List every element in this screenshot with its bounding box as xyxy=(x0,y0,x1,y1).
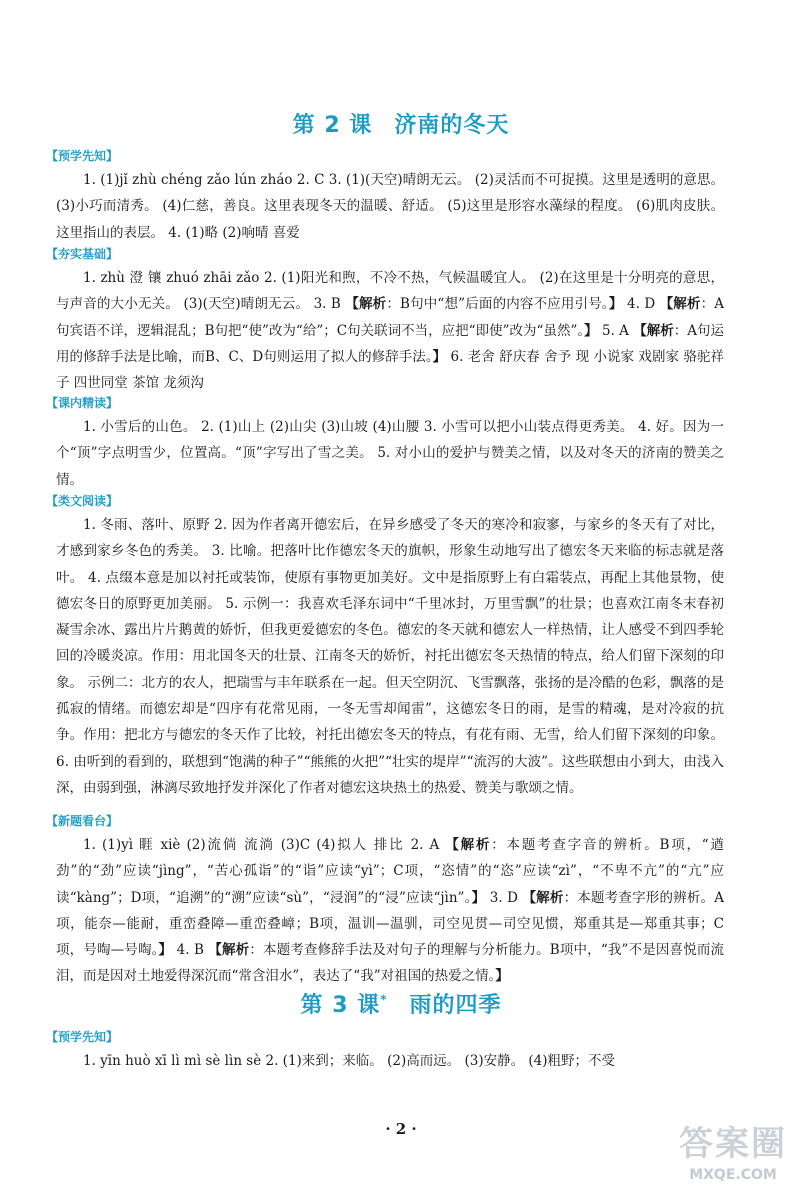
analysis-text: ：本题考查字音的辨析。B项，“遒劲”的“劲”应读“jìng”，“苦心孤诣”的“诣”应读“yì”；C项，“恣情”的“恣”应读“zì”，“不卑不亢”的“亢”应读“kàng”；D项，“追溯”的“溯”应读“sù”，“浸润”的“浸”应读“jìn”。 xyxy=(56,837,724,906)
section-heading-similar-reading: 【类文阅读】 xyxy=(46,494,119,508)
answer-text: 3. D xyxy=(485,889,523,906)
watermark-logo xyxy=(672,1122,794,1192)
section-heading-basics: 【夯实基础】 xyxy=(46,247,119,261)
analysis-text: ：本题考查修辞手法及对句子的理解与分析能力。B项中，“我”不是因喜悦而流泪，而是因对土地爱得深沉而“常含泪水”，表达了“我”对祖国的热爱之情。 xyxy=(56,942,725,985)
answer-text: 1. (1)yì 睚 xiè (2)流倘 流淌 (3)C (4)拟人 排比 2. A xyxy=(83,837,446,853)
analysis-text: ：B句中“想”后面的内容不应用引号。 xyxy=(386,296,609,313)
analysis-marker: 】 xyxy=(158,942,173,959)
lesson-2-number: 第 2 课 xyxy=(292,113,373,138)
analysis-marker: 】 xyxy=(608,296,623,313)
section-text-similar-reading: 1. 冬雨、落叶、原野 2. 因为作者离开德宏后，在异乡感受了冬天的寒冷和寂寥，与家乡的冬天有了对比，才感到家乡冬色的秀美。 3. 比喻。把落叶比作德宏冬天的旗帜，形象生动地写出了德宏冬天来临的标志就是落叶。 4. 点缀本意是加以衬托或装饰，使原有事物更加美好。文中是指原野上有白霜装点，再配上其他景物，使德宏冬日的原野更加美丽。 5. 示例一：我喜欢毛泽东词中“千里冰封，万里雪飘”的壮景；也喜欢江南冬末春初凝雪余冰、露出片片鹅黄的娇忻，但我更爱德宏的冬色。德宏的冬天就和德宏人一样热情，让人感受不到四季轮回的冷暖炎凉。作用：用北国冬天的壮景、江南冬天的娇忻，衬托出德宏冬天热情的特点，给人们留下深刻的印象。 示例二：北方的农人，把瑞雪与丰年联系在一起。但天空阴沉、飞雪飘落，张扬的是冷酷的色彩，飘落的是孤寂的情绪。而德宏却是“四序有花常见雨，一冬无雪却闻雷”，这德宏冬日的雨，是雪的精魂，是对冷寂的抗争。作用：把北方与德宏的冬天作了比较，衬托出德宏冬天的特点，有花有雨、无雪，给人们留下深刻的印象。 6. 由听到的看到的，联想到“饱满的种子”“熊熊的火把”“壮实的堤岸”“流泻的大波”。这些联想由小到大，由浅入深，由弱到强，淋漓尽致地抒发并深化了作者对德宏这块热土的热爱、赞美与歌颂之情。 xyxy=(56,517,724,796)
lesson-3-name: 雨的四季 xyxy=(409,993,502,1018)
analysis-marker: 【解析 xyxy=(659,296,701,313)
answer-text: 4. B xyxy=(172,942,209,959)
analysis-marker: 】 xyxy=(584,322,598,339)
lesson-3-number: 第 3 课 xyxy=(300,993,381,1018)
analysis-marker: 【解析 xyxy=(208,942,250,959)
section-text-preview-l3: 1. yīn huò xī lì mì sè lìn sè 2. (1)来到；来临。 (2)高而远。 (3)安静。 (4)粗野；不受 xyxy=(83,1053,616,1069)
analysis-marker: 【解析 xyxy=(445,837,492,853)
watermark-text-small: MXQE.COM xyxy=(689,1167,777,1183)
lesson-2-title xyxy=(0,108,802,139)
analysis-marker: 【解析 xyxy=(633,322,674,339)
answer-text: 1. zhù 澄 镶 zhuó zhāi zǎo 2. (1)阳光和煦，不冷不热，气候温暖宜人。 (2)在这里是十分明亮的意思，与声音的大小无关。 (3)(天空)晴朗无云。 3. B xyxy=(56,270,724,313)
answer-text: 5. A xyxy=(597,322,634,339)
page-number: · 2 · xyxy=(385,1120,417,1138)
section-text-close-reading: 1. 小雪后的山色。 2. (1)山上 (2)山尖 (3)山坡 (4)山腰 3. 小雪可以把小山装点得更秀美。 4. 好。因为一个“顶”字点明雪少，位置高。“顶”字写出了雪之美。 5. 对小山的爱护与赞美之情，以及对冬天的济南的赞美之情。 xyxy=(56,419,724,488)
section-heading-preview-l3: 【预学先知】 xyxy=(46,1030,119,1044)
analysis-marker: 】 xyxy=(432,348,447,365)
section-text-new-questions xyxy=(56,832,724,990)
section-heading-preview: 【预学先知】 xyxy=(46,149,119,163)
analysis-marker: 【解析 xyxy=(345,296,387,313)
analysis-text: ：A句运用的修辞手法是比喻，而B、C、D句则运用了拟人的修辞手法。 xyxy=(56,322,725,365)
analysis-marker: 】 xyxy=(471,889,486,906)
analysis-marker: 】 xyxy=(495,968,509,985)
analysis-text: ：本题考查字形的辨析。A项，能奈—能耐，重峦叠障—重峦叠嶂；B项，温训—温驯，司空见贯—司空见惯，郑重其是—郑重其事；C项，号啕—号啕。 xyxy=(56,889,724,959)
section-text-basics xyxy=(56,265,724,396)
lesson-3-mark: * xyxy=(380,992,388,1007)
answer-text: 4. D xyxy=(622,296,660,313)
analysis-marker: 【解析 xyxy=(522,889,564,906)
section-text-preview: 1. (1)jǐ zhù chéng zǎo lún zháo 2. C 3. (1)(天空)晴朗无云。 (2)灵活而不可捉摸。这里是透明的意思。 (3)小巧而清秀。 (4)仁慈，善良。这里表现冬天的温暖、舒适。 (5)这里是形容水藻绿的程度。 (6)肌肉皮肤。这里指山的表层。 4. (1)略 (2)响晴 喜爱 xyxy=(56,172,724,241)
section-heading-new-questions: 【新题看台】 xyxy=(46,814,119,828)
section-heading-close-reading: 【课内精读】 xyxy=(46,396,119,410)
lesson-3-title xyxy=(0,988,802,1019)
lesson-2-name: 济南的冬天 xyxy=(394,113,510,138)
analysis-text: ：A句宾语不详，逻辑混乱；B句把“使”改为“给”；C句关联词不当，应把“即使”改为“虽然”。 xyxy=(56,296,725,339)
answer-text: 6. 老舍 舒庆春 舍予 现 小说家 戏剧家 骆驼祥子 四世同堂 茶馆 龙须沟 xyxy=(56,348,724,392)
watermark-text-big: 答案圈 xyxy=(679,1124,787,1164)
